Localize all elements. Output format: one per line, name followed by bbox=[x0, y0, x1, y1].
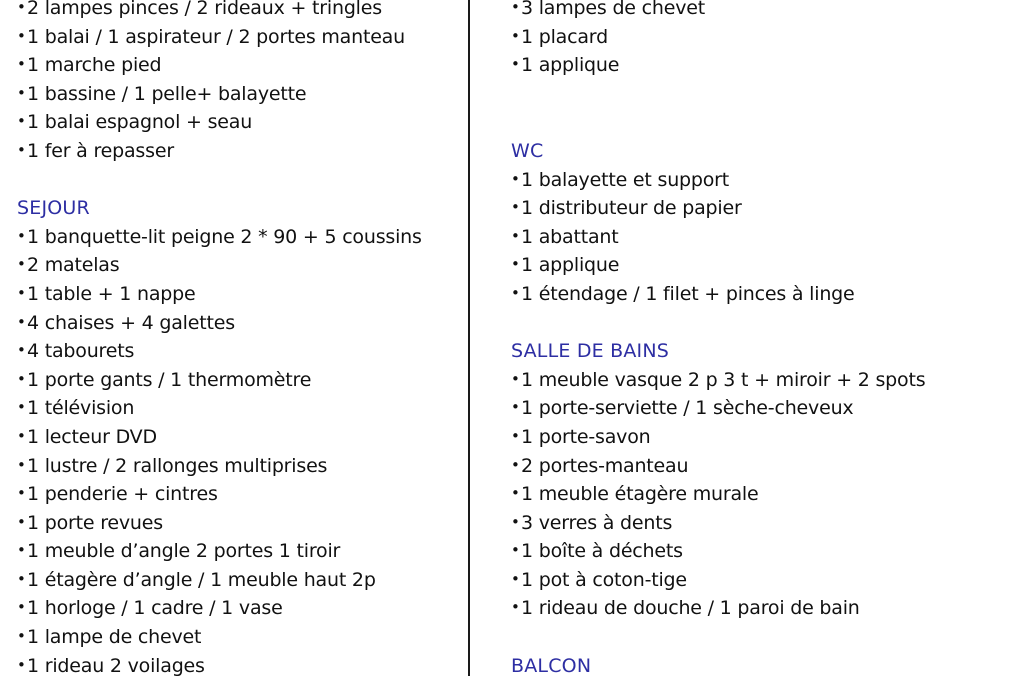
list-item: • 2 portes-manteau bbox=[511, 452, 1011, 481]
list-item: • 1 étendage / 1 filet + pinces à linge bbox=[511, 280, 1011, 309]
list-item: • 1 étagère d’angle / 1 meuble haut 2p bbox=[17, 566, 462, 595]
section-gap bbox=[17, 166, 462, 195]
list-item: • 2 lampes pinces / 2 rideaux + tringles bbox=[17, 0, 462, 23]
list-item: • 1 penderie + cintres bbox=[17, 480, 462, 509]
list-item: • 4 chaises + 4 galettes bbox=[17, 309, 462, 338]
right-column bbox=[511, 0, 1011, 676]
list-item: • 1 applique bbox=[511, 51, 1011, 80]
list-item: • 1 pot à coton-tige bbox=[511, 566, 1011, 595]
section-heading-sejour: SEJOUR bbox=[17, 197, 90, 220]
list-item: • 1 balai / 1 aspirateur / 2 portes manteau bbox=[17, 23, 462, 52]
list-item: • 1 porte-serviette / 1 sèche-cheveux bbox=[511, 394, 1011, 423]
left-column bbox=[17, 0, 462, 676]
list-item: • 1 distributeur de papier bbox=[511, 194, 1011, 223]
list-item: • 1 lustre / 2 rallonges multiprises bbox=[17, 452, 462, 481]
list-item: • 1 table + 1 nappe bbox=[17, 280, 462, 309]
list-item: • 1 balai espagnol + seau bbox=[17, 108, 462, 137]
list-item: • 1 horloge / 1 cadre / 1 vase bbox=[17, 594, 462, 623]
list-item: • 3 lampes de chevet bbox=[511, 0, 1011, 23]
list-item: • 1 fer à repasser bbox=[17, 137, 462, 166]
list-item: • 1 placard bbox=[511, 23, 1011, 52]
section-heading-wc: WC bbox=[511, 139, 544, 162]
list-item: • 1 rideau de douche / 1 paroi de bain bbox=[511, 594, 1011, 623]
list-item: • 1 lampe de chevet bbox=[17, 623, 462, 652]
list-item: • 1 banquette-lit peigne 2 * 90 + 5 coussins bbox=[17, 223, 462, 252]
column-divider bbox=[468, 0, 470, 676]
section-heading-balcon: BALCON bbox=[511, 654, 592, 676]
section-gap bbox=[511, 108, 1011, 137]
list-item: • 1 boîte à déchets bbox=[511, 537, 1011, 566]
section-heading-salle-de-bains: SALLE DE BAINS bbox=[511, 340, 670, 363]
list-item: • 1 bassine / 1 pelle+ balayette bbox=[17, 80, 462, 109]
list-item: • 1 télévision bbox=[17, 394, 462, 423]
list-item: • 1 lecteur DVD bbox=[17, 423, 462, 452]
list-item: • 1 meuble d’angle 2 portes 1 tiroir bbox=[17, 537, 462, 566]
list-item: • 1 marche pied bbox=[17, 51, 462, 80]
list-item: • 1 abattant bbox=[511, 223, 1011, 252]
list-item: • 1 porte-savon bbox=[511, 423, 1011, 452]
list-item: • 1 rideau 2 voilages bbox=[17, 652, 462, 676]
list-item: • 1 balayette et support bbox=[511, 166, 1011, 195]
list-item: • 3 verres à dents bbox=[511, 509, 1011, 538]
section-gap bbox=[511, 80, 1011, 109]
list-item: • 2 matelas bbox=[17, 251, 462, 280]
list-item: • 1 applique bbox=[511, 251, 1011, 280]
list-item: • 4 tabourets bbox=[17, 337, 462, 366]
section-gap bbox=[511, 623, 1011, 652]
list-item: • 1 meuble vasque 2 p 3 t + miroir + 2 spots bbox=[511, 366, 1011, 395]
list-item: • 1 porte gants / 1 thermomètre bbox=[17, 366, 462, 395]
list-item: • 1 porte revues bbox=[17, 509, 462, 538]
section-gap bbox=[511, 309, 1011, 338]
list-item: • 1 meuble étagère murale bbox=[511, 480, 1011, 509]
